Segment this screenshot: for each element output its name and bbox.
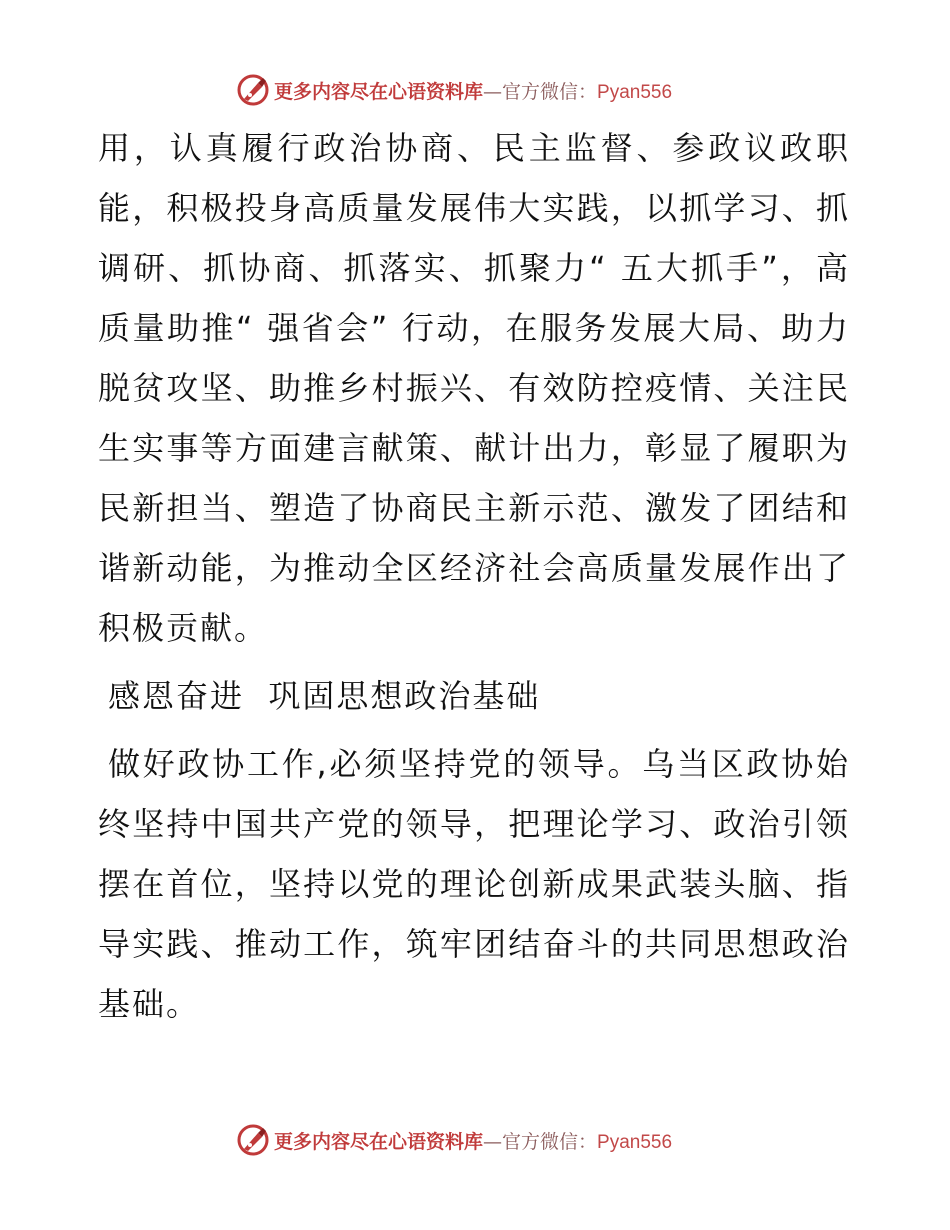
header-official-label: —官方微信： bbox=[483, 80, 598, 103]
pen-nib-logo-icon bbox=[236, 73, 270, 107]
section-heading: 感恩奋进 巩固思想政治基础 bbox=[108, 677, 541, 715]
footer-brand-text: 更多内容尽在心语资料库 bbox=[274, 1130, 484, 1153]
pen-nib-logo-icon bbox=[236, 1123, 270, 1157]
body-paragraph-2: 做好政协工作,必须坚持党的领导。乌当区政协始终坚持中国共产党的领导，把理论学习、政治引领摆在首位，坚持以党的理论创新成果武装头脑、指导实践、推动工作，筑牢团结奋斗的共同思想政治基础。 bbox=[98, 745, 850, 1023]
header-brand-text: 更多内容尽在心语资料库 bbox=[274, 80, 484, 103]
footer-official-label: —官方微信： bbox=[483, 1130, 598, 1153]
footer-wechat-id: Pyan556 bbox=[597, 1131, 673, 1153]
footer-banner bbox=[236, 1120, 716, 1160]
header-banner bbox=[236, 70, 716, 110]
header-wechat-id: Pyan556 bbox=[597, 81, 673, 103]
header-banner-text bbox=[274, 77, 672, 104]
footer-banner-text bbox=[274, 1127, 672, 1154]
document-body bbox=[98, 118, 850, 1034]
body-paragraph-1: 用，认真履行政治协商、民主监督、参政议政职能，积极投身高质量发展伟大实践，以抓学习、抓调研、抓协商、抓落实、抓聚力“ 五大抓手”，高质量助推“ 强省会” 行动，在服务发展大局、助力脱贫攻坚、助推乡村振兴、有效防控疫情、关注民生实事等方面建言献策、献计出力，彰显了履职为民新担当、塑造了协商民主新示范、激发了团结和谐新动能，为推动全区经济社会高质量发展作出了积极贡献。 bbox=[98, 129, 850, 647]
